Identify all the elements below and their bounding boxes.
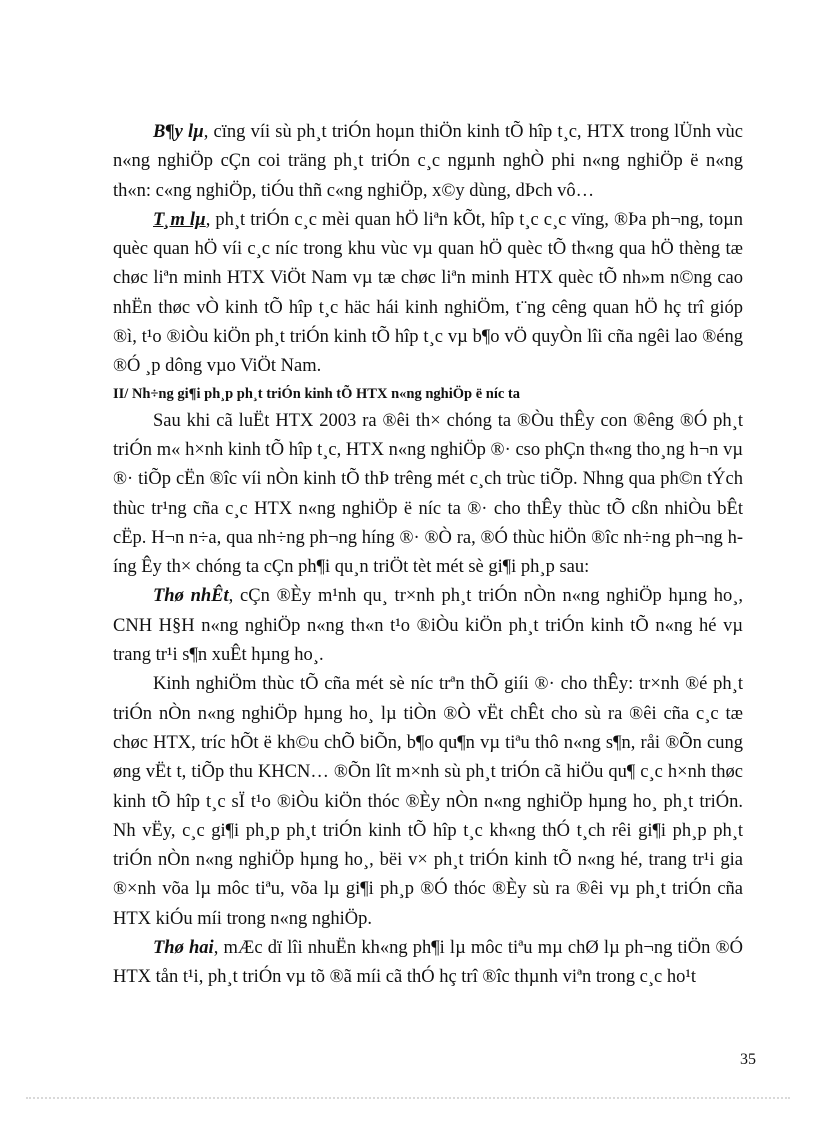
paragraph-text: , ph¸t triÓn c¸c mèi quan hÖ liªn kÕt, hîp t¸c c¸c vïng, ®Þa ph¬ng, toµn quèc quan hÖ víi c¸c níc trong khu vùc vµ quan hÖ quèc tÕ th«ng qua hÖ thèng tæ chøc liªn minh HTX ViÖt Nam vµ tæ chøc liªn minh HTX quèc tÕ nh»m n©ng cao nhËn thøc vÒ kinh tÕ hîp t¸c häc hái kinh nghiÖm, t¨ng cêng quan hÖ hç trî gióp ®ì, t¹o ®iÒu kiÖn ph¸t triÓn kinh tÕ hîp t¸c vµ b¶o vÖ quyÒn lîi cña ngêi lao ®éng ®Ó ¸p dông vµo ViÖt Nam. — [113, 209, 743, 377]
paragraph-lead: Thø hai — [153, 938, 214, 959]
paragraph-thu-nhat — [113, 582, 743, 670]
paragraph-thu-hai — [113, 934, 743, 993]
page-content — [113, 118, 743, 993]
paragraph-lead: T¸m lµ — [153, 209, 206, 230]
paragraph-text: , mÆc dï lîi nhuËn kh«ng ph¶i lµ môc tiªu mµ chØ lµ ph¬ng tiÖn ®Ó HTX tån t¹i, ph¸t triÓn vµ tõ ®ã míi cã thÓ hç trî ®îc thµnh viªn trong c¸c ho¹t — [113, 938, 743, 988]
section-heading: II/ Nh÷ng gi¶i ph¸p ph¸t triÓn kinh tÕ HTX n«ng nghiÖp ë níc ta — [113, 385, 520, 402]
paragraph-kinh-nghiem — [113, 670, 743, 934]
paragraph-tam-la — [113, 206, 743, 382]
paragraph-bay-la — [113, 118, 743, 206]
paragraph-intro — [113, 407, 743, 583]
paragraph-lead: B¶y lµ — [153, 122, 204, 142]
page-number: 35 — [740, 1051, 756, 1068]
paragraph-lead: Thø nhÊt — [153, 586, 229, 607]
paragraph-text: Kinh nghiÖm thùc tÕ cña mét sè níc trªn thÕ giíi ®· cho thÊy: tr×nh ®é ph¸t triÓn nÒn n«ng nghiÖp hµng ho¸ lµ tiÒn ®Ò vËt chÊt cho sù ra ®êi cña c¸c tæ chøc HTX, tríc hÕt ë kh©u chÕ biÕn, b¶o qu¶n vµ tiªu thô n«ng s¶n, råi ®Õn cung øng vËt t, tiÕp thu KHCN… ®Õn lît m×nh sù ph¸t triÓn cã hiÖu qu¶ c¸c h×nh thøc kinh tÕ hîp t¸c sÏ t¹o ®iÒu kiÖn thóc ®Èy nÒn n«ng nghiÖp hµng ho¸ ph¸t triÓn. Nh vËy, c¸c gi¶i ph¸p ph¸t triÓn kinh tÕ hîp t¸c kh«ng thÓ t¸ch rêi gi¶i ph¸p ph¸t triÓn nÒn n«ng nghiÖp hµng ho¸, bëi v× ph¸t triÓn kinh tÕ n«ng hé, trang tr¹i gia ®×nh võa lµ môc tiªu, võa lµ gi¶i ph¸p ®Ó thóc ®Èy sù ra ®êi vµ ph¸t triÓn cña HTX kiÓu míi trong n«ng nghiÖp. — [113, 674, 743, 929]
paragraph-text: , cïng víi sù ph¸t triÓn hoµn thiÖn kinh tÕ hîp t¸c, HTX trong lÜnh vùc n«ng nghiÖp cÇn coi träng ph¸t triÓn c¸c ngµnh nghÒ phi n«ng nghiÖp ë n«ng th«n: c«ng nghiÖp, tiÓu thñ c«ng nghiÖp, x©y dùng, dÞch vô… — [113, 122, 743, 201]
footer-divider — [26, 1097, 790, 1099]
paragraph-text: , cÇn ®Èy m¹nh qu¸ tr×nh ph¸t triÓn nÒn n«ng nghiÖp hµng ho¸, CNH H§H n«ng nghiÖp n«ng th«n t¹o ®iÒu kiÖn ph¸t triÓn kinh tÕ n«ng hé vµ trang tr¹i s¶n xuÊt hµng ho¸. — [113, 586, 743, 666]
paragraph-text: Sau khi cã luËt HTX 2003 ra ®êi th× chóng ta ®Òu thÊy con ®êng ®Ó ph¸t triÓn m« h×nh kinh tÕ hîp t¸c, HTX n«ng nghiÖp ®· cso phÇn th«ng tho¸ng h¬n vµ ®· tiÕp cËn ®îc víi nÒn kinh tÕ thÞ trêng mét c¸ch trùc tiÕp. Nhng qua ph©n tÝch thùc tr¹ng cña c¸c HTX n«ng nghiÖp ë níc ta ®· cho thÊy thùc tÕ cßn nhiÒu bÊt cËp. H¬n n÷a, qua nh÷ng ph¬ng híng ®· ®Ò ra, ®Ó thùc hiÖn ®îc nh÷ng ph¬ng híng Êy th× chóng ta cÇn ph¶i qu¸n triÖt tèt mét sè gi¶i ph¸p sau: — [113, 410, 743, 578]
